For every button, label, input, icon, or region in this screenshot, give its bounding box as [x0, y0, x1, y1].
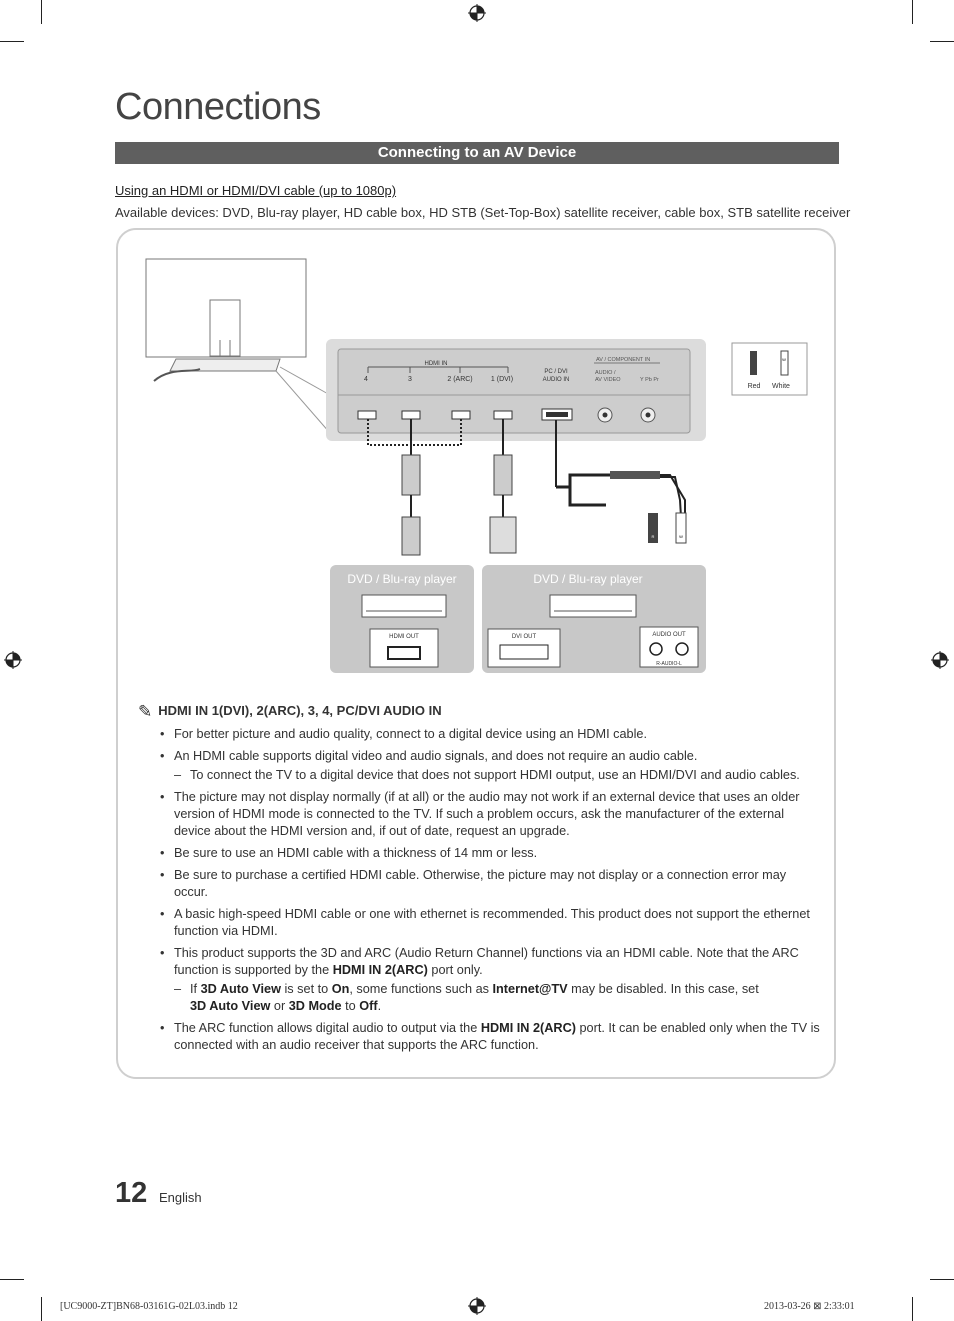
list-item: • For better picture and audio quality, connect to a digital device using an HDMI cable.: [158, 726, 822, 743]
audio-plug-legend: [732, 343, 807, 395]
audio-in-label: AUDIO IN: [542, 377, 570, 383]
crop-mark: [912, 1297, 913, 1321]
subheading: Using an HDMI or HDMI/DVI cable (up to 1080p): [115, 183, 397, 198]
svg-text:W: W: [679, 534, 683, 539]
registration-mark-icon: [4, 651, 22, 669]
crop-mark: [930, 41, 954, 42]
dvi-out-label: DVI OUT: [511, 634, 537, 640]
svg-text:R: R: [651, 534, 655, 539]
svg-text:W: W: [782, 357, 786, 362]
white-plug-label: White: [772, 383, 790, 390]
list-item: • The ARC function allows digital audio to output via the HDMI IN 2(ARC) port. It can be enabled only when the TV is connected with an audio receiver that supports the ARC function.: [158, 1020, 822, 1054]
r-audio-l-label: R-AUDIO-L: [656, 661, 682, 667]
registration-mark-icon: [468, 4, 486, 22]
list-item: • This product supports the 3D and ARC (Audio Return Channel) functions via an HDMI cable. Note that the ARC function is supported by the HDMI IN 2(ARC) port only. – If 3D Auto View is set to On, some functions such as Internet@TV may be disabled. In this case, set 3D Auto View or 3D Mode to Off.: [158, 945, 822, 1015]
hdmi-out-label: HDMI OUT: [389, 634, 419, 640]
notes-list: [158, 726, 822, 1059]
list-item: • The picture may not display normally (if at all) or the audio may not work if an external device that uses an older version of HDMI mode is connected to the TV. If such a problem occurs, ask the manufacturer of the external device about the HDMI version and, if out of date, request an upgrade.: [158, 789, 822, 840]
list-item: • A basic high-speed HDMI cable or one with ethernet is recommended. This product does not support the ethernet function via HDMI.: [158, 906, 822, 940]
device-right-title: DVD / Blu-ray player: [533, 572, 643, 586]
sub-item: – If 3D Auto View is set to On, some functions such as Internet@TV may be disabled. In this case, set 3D Auto View or 3D Mode to Off.: [174, 981, 822, 1015]
sub-item: – To connect the TV to a digital device that does not support HDMI output, use an HDMI/DVI and audio cables.: [174, 767, 822, 784]
crop-mark: [0, 41, 24, 42]
available-devices-text: Available devices: DVD, Blu-ray player, HD cable box, HD STB (Set-Top-Box) satellite receiver, cable box, STB satellite receiver: [115, 205, 851, 220]
device-left-title: DVD / Blu-ray player: [347, 572, 457, 586]
pc-dvi-label: PC / DVI: [544, 369, 568, 375]
tv-port-panel: [326, 339, 706, 441]
registration-mark-icon: [468, 1297, 486, 1315]
device-right: [482, 565, 706, 673]
audio-label: AUDIO /: [595, 370, 616, 376]
port-label-1-dvi: 1 (DVI): [490, 376, 514, 383]
hdmi-port-icon: [388, 647, 420, 659]
port-label-4: 4: [364, 376, 368, 383]
list-item: • Be sure to use an HDMI cable with a thickness of 14 mm or less.: [158, 845, 822, 862]
dvi-port-icon: [500, 645, 548, 659]
page-language: English: [159, 1190, 202, 1205]
note-pen-icon: ✎: [138, 702, 153, 721]
ypbpr-label: Y Pb Pr: [640, 377, 659, 383]
note-heading: ✎ HDMI IN 1(DVI), 2(ARC), 3, 4, PC/DVI AUDIO IN: [138, 702, 442, 721]
hdmi-in-label: HDMI IN: [424, 361, 448, 367]
tv-rear-illustration: [146, 259, 330, 433]
print-timestamp: 2013-03-26 ⊠ 2:33:01: [764, 1301, 855, 1312]
crop-mark: [0, 1279, 24, 1280]
red-plug-label: Red: [747, 383, 761, 390]
port-label-3: 3: [408, 376, 412, 383]
port-label-2-arc: 2 (ARC): [447, 376, 473, 383]
crop-mark: [912, 0, 913, 24]
av-video-label: AV VIDEO: [595, 377, 621, 383]
registration-mark-icon: [931, 651, 949, 669]
section-header: Connecting to an AV Device: [115, 142, 839, 164]
device-left: [330, 565, 474, 673]
page-number: 12: [115, 1177, 148, 1209]
print-file-info: [UC9000-ZT]BN68-03161G-02L03.indb 12: [60, 1301, 238, 1312]
crop-mark: [41, 1297, 42, 1321]
audio-out-label: AUDIO OUT: [652, 632, 686, 638]
av-component-label: AV / COMPONENT IN: [596, 357, 651, 363]
page-title: Connections: [115, 86, 321, 128]
crop-mark: [41, 0, 42, 24]
list-item: • An HDMI cable supports digital video and audio signals, and does not require an audio cable. – To connect the TV to a digital device that does not support HDMI output, use an HDMI/DVI and audio cables.: [158, 748, 822, 784]
connection-diagram: [140, 255, 820, 680]
crop-mark: [930, 1279, 954, 1280]
list-item: • Be sure to purchase a certified HDMI cable. Otherwise, the picture may not display or a connection error may occur.: [158, 867, 822, 901]
